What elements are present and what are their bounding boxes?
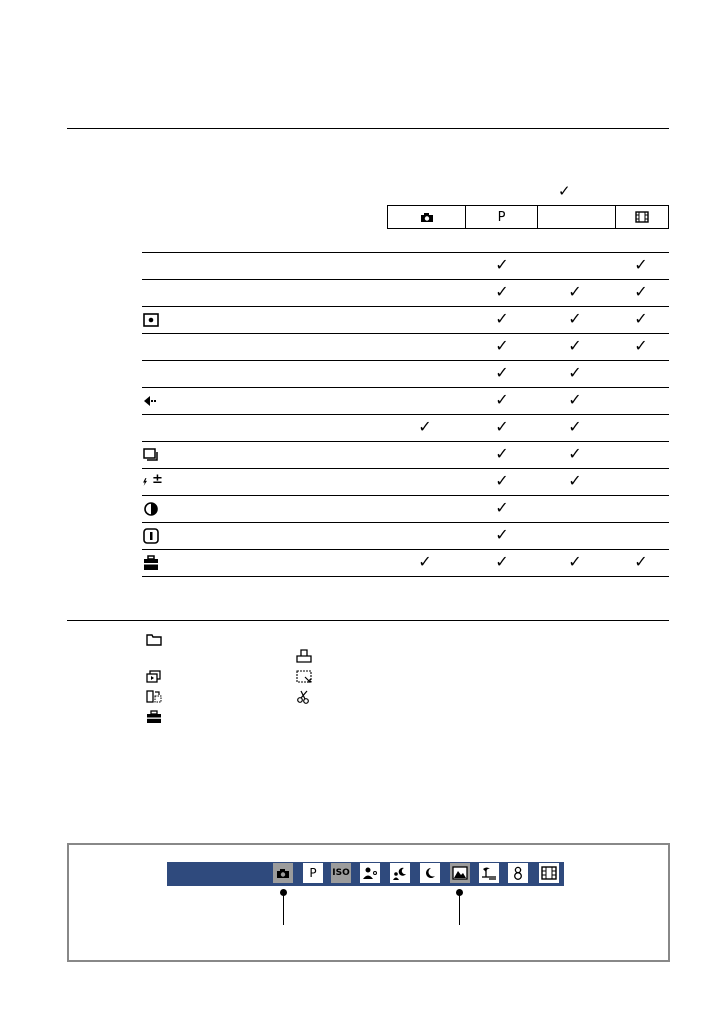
table-row bbox=[142, 252, 669, 279]
feature-table bbox=[142, 252, 669, 577]
iso-label: ISO bbox=[332, 868, 350, 878]
flash-plus-minus: ± bbox=[152, 472, 163, 487]
table-row bbox=[142, 549, 669, 577]
mode-snow-item bbox=[507, 862, 529, 884]
top-rule bbox=[67, 128, 669, 129]
check-mark: ✓ bbox=[568, 552, 582, 571]
table-row bbox=[142, 306, 669, 333]
mode-dial-illustration bbox=[67, 843, 670, 962]
check-mark: ✓ bbox=[568, 444, 582, 463]
resize-icon bbox=[296, 670, 312, 684]
mode-scene-cell bbox=[538, 206, 616, 228]
twilight-moon-icon bbox=[423, 866, 437, 880]
check-mark: ✓ bbox=[634, 255, 648, 274]
table-row bbox=[142, 522, 669, 549]
table-row bbox=[142, 468, 669, 495]
mode-twilight-item bbox=[419, 862, 441, 884]
header-check: ✓ bbox=[558, 182, 571, 200]
check-mark: ✓ bbox=[495, 498, 509, 517]
mode-auto-cell bbox=[388, 206, 466, 228]
check-mark: ✓ bbox=[568, 282, 582, 301]
slideshow-icon bbox=[146, 670, 162, 684]
check-mark: ✓ bbox=[495, 444, 509, 463]
program-label: P bbox=[309, 866, 317, 880]
check-mark: ✓ bbox=[495, 552, 509, 571]
trimming-scissors-icon bbox=[296, 690, 312, 704]
camera-icon bbox=[276, 868, 290, 879]
table-row bbox=[142, 387, 669, 414]
check-mark: ✓ bbox=[568, 390, 582, 409]
spot-metering-icon bbox=[142, 311, 160, 329]
check-mark: ✓ bbox=[495, 255, 509, 274]
check-mark: ✓ bbox=[418, 552, 432, 571]
setup-toolbox-icon bbox=[146, 710, 162, 724]
check-mark: ✓ bbox=[418, 417, 432, 436]
check-mark: ✓ bbox=[634, 336, 648, 355]
check-mark: ✓ bbox=[495, 336, 509, 355]
snowman-icon bbox=[511, 866, 525, 880]
section-rule bbox=[67, 620, 669, 621]
check-mark: ✓ bbox=[634, 282, 648, 301]
table-row bbox=[142, 279, 669, 306]
beach-icon bbox=[481, 866, 497, 880]
flash-level-icon bbox=[142, 473, 152, 491]
check-mark: ✓ bbox=[495, 471, 509, 490]
check-mark: ✓ bbox=[495, 525, 509, 544]
check-mark: ✓ bbox=[568, 471, 582, 490]
check-mark: ✓ bbox=[495, 309, 509, 328]
mode-movie-cell bbox=[616, 206, 668, 228]
table-row bbox=[142, 360, 669, 387]
table-row bbox=[142, 495, 669, 522]
portrait-icon bbox=[362, 866, 378, 880]
mode-movie-item bbox=[538, 862, 560, 884]
check-mark: ✓ bbox=[568, 417, 582, 436]
camera-icon bbox=[420, 212, 434, 223]
table-row bbox=[142, 441, 669, 468]
mode-iso-item bbox=[330, 862, 352, 884]
mode-program-cell bbox=[466, 206, 538, 228]
check-mark: ✓ bbox=[568, 309, 582, 328]
check-mark: ✓ bbox=[495, 390, 509, 409]
table-row bbox=[142, 333, 669, 360]
mode-portrait-item bbox=[359, 862, 381, 884]
film-icon bbox=[541, 866, 557, 880]
program-label: P bbox=[497, 209, 506, 225]
check-mark: ✓ bbox=[495, 417, 509, 436]
twilight-portrait-icon bbox=[392, 866, 408, 880]
check-mark: ✓ bbox=[568, 363, 582, 382]
landscape-icon bbox=[452, 866, 468, 880]
check-mark: ✓ bbox=[634, 552, 648, 571]
mode-landscape-item bbox=[449, 862, 471, 884]
rotate-icon bbox=[146, 690, 162, 704]
setup-toolbox-icon bbox=[142, 554, 160, 572]
mode-beach-item bbox=[478, 862, 500, 884]
pointer-line-auto bbox=[283, 893, 284, 925]
pointer-line-scene bbox=[459, 893, 460, 925]
burst-icon bbox=[142, 446, 160, 464]
check-mark: ✓ bbox=[495, 363, 509, 382]
mode-auto-item bbox=[272, 862, 294, 884]
sharpness-icon bbox=[142, 527, 160, 545]
mode-header bbox=[387, 205, 669, 229]
check-mark: ✓ bbox=[495, 282, 509, 301]
check-mark: ✓ bbox=[568, 336, 582, 355]
print-icon bbox=[296, 649, 312, 663]
focus-icon bbox=[142, 392, 160, 410]
table-row bbox=[142, 414, 669, 441]
contrast-icon bbox=[142, 500, 160, 518]
check-mark: ✓ bbox=[634, 309, 648, 328]
folder-icon bbox=[146, 632, 162, 646]
mode-program-item bbox=[302, 862, 324, 884]
mode-twilight-portrait-item bbox=[389, 862, 411, 884]
film-icon bbox=[635, 211, 649, 223]
